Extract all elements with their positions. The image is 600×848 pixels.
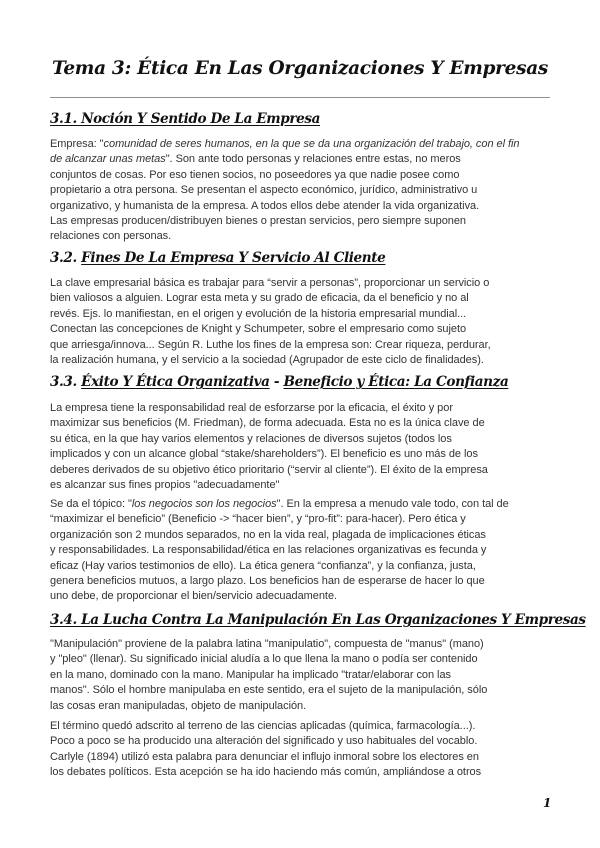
section-3-2-heading <box>50 250 385 266</box>
section-3-2-title: Fines De La Empresa Y Servicio Al Cliente <box>81 250 386 266</box>
text-run: ". Son ante todo personas y relaciones entre estas, no meros <box>165 153 461 166</box>
section-3-2-number: 3.2. <box>50 250 77 266</box>
text-line <box>50 497 560 512</box>
section-3-3-title-a: Éxito Y Ética Organizativa <box>81 374 270 390</box>
section-3-3-separator: - <box>269 374 284 390</box>
text-line: Conectan las concepciones de Knight y Schumpeter, sobre el empresario como sujeto <box>50 323 467 336</box>
document-title: Tema 3: Ética En Las Organizaciones Y Empresas <box>51 58 549 79</box>
text-line: maximizar sus beneficios (M. Friedman), de forma adecuada. Esta no es la única clave de <box>50 417 485 430</box>
text-line: la realización humana, y el servicio a la sociedad (Agrupador de este ciclo de finalidades). <box>50 354 484 367</box>
section-3-4-heading <box>50 612 586 628</box>
section-3-3-paragraph-1 <box>50 401 560 493</box>
text-line: Carlyle (1894) utilizó esta palabra para denunciar el influjo inmoral sobre los electores en <box>50 750 479 763</box>
italic-quote: comunidad de seres humanos, en la que se da una organización del trabajo, con el fin <box>103 138 520 150</box>
text-run: Se da el tópico: " <box>50 498 132 510</box>
text-line: y responsabilidades. La responsabilidad/ética en las relaciones organizativas es fecunda y <box>50 544 487 557</box>
section-3-4-heading-text: 3.4. La Lucha Contra La Manipulación En Las Organizaciones Y Empresas <box>50 612 586 628</box>
text-line: uno debe, de proporcionar el bien/servicio adecuadamente. <box>50 590 338 603</box>
italic-quote: los negocios son los negocios <box>131 498 277 510</box>
text-line: que arriesga/innova... Según R. Luthe los fines de la empresa son: Crear riqueza, perdurar, <box>50 338 491 351</box>
section-3-3-paragraph-2 <box>50 497 560 605</box>
text-line <box>50 137 560 152</box>
text-line: propietario a otra persona. Se presentan el aspecto económico, jurídico, administrativo u <box>50 184 478 197</box>
text-line: El término quedó adscrito al terreno de las ciencias aplicadas (química, farmacología...). <box>50 720 476 732</box>
section-3-3-number: 3.3. <box>50 374 77 390</box>
text-line: su ética, en la que hay varios elementos y relaciones de diversos sujetos (todos los <box>50 432 452 445</box>
text-line: eficaz (Hay varios testimonios de ello). La ética genera “confianza”, y la confianza, justa, <box>50 559 476 572</box>
text-line: organización son 2 mundos separados, no en la vida real, plagada de implicaciones éticas <box>50 528 486 541</box>
text-line: las cosas eran manipuladas, objeto de manipulación. <box>50 699 307 712</box>
text-run: ". En la empresa a menudo vale todo, con tal de <box>276 498 509 510</box>
section-3-2-paragraph <box>50 276 560 368</box>
text-line: bien valiosos a alguien. Lograr esta meta y su grado de eficacia, da el beneficio y no al <box>50 292 469 305</box>
page-number: 1 <box>543 796 552 810</box>
section-3-4-paragraph-1 <box>50 637 560 714</box>
text-line: manos". Sólo el hombre manipulaba en este sentido, era el sujeto de la manipulación, sólo <box>50 684 488 697</box>
text-line: revés. Ejs. lo manifiestan, en el origen y evolución de la historia empresarial mundial... <box>50 307 467 320</box>
text-line: y "pleo" (llenar). Su significado inicial aludía a lo que llena la mano o podía ser contenido <box>50 653 478 666</box>
title-divider <box>50 97 550 98</box>
text-line: los debates políticos. Esta acepción se ha ido haciendo más común, ampliándose a otros <box>50 766 482 779</box>
section-3-3-heading <box>50 374 508 390</box>
text-line <box>50 152 560 167</box>
section-3-4-paragraph-2 <box>50 719 560 781</box>
section-3-1-heading <box>50 111 320 127</box>
text-line: es alcanzar sus fines propios "adecuadamente" <box>50 479 280 492</box>
text-line: relaciones con personas. <box>50 230 172 243</box>
section-3-3-title-b: Beneficio y Ética: La Confianza <box>283 374 509 390</box>
section-3-1-paragraph <box>50 137 560 245</box>
text-line: “maximizar el beneficio” (Beneficio -> “hacer bien”, y “pro-fit”: para-hacer). Pero ética y <box>50 513 466 526</box>
text-line: Poco a poco se ha producido una alteración del significado y uso habituales del vocablo. <box>50 735 478 748</box>
section-3-1-heading-text: 3.1. Noción Y Sentido De La Empresa <box>50 111 321 127</box>
text-line: Las empresas producen/distribuyen bienes o prestan servicios, pero siempre suponen <box>50 215 466 228</box>
text-line: La clave empresarial básica es trabajar para “servir a personas”, proporcionar un servicio o <box>50 277 490 289</box>
text-line: genera beneficios mutuos, a largo plazo. Los beneficios han de esperarse de hacer lo que <box>50 575 485 588</box>
text-run: Empresa: " <box>50 138 104 150</box>
italic-quote: de alcanzar unas metas <box>50 153 166 166</box>
text-line: conjuntos de cosas. Por eso tienen socios, no poseedores ya que nadie posee como <box>50 168 460 181</box>
text-line: "Manipulación" proviene de la palabra latina "manipulatio", compuesta de "manus" (mano) <box>50 638 484 650</box>
text-line: implicados y con un alcance global “stake/shareholders”). El beneficio es uno más de los <box>50 448 478 461</box>
text-line: deberes derivados de su objetivo ético prioritario (“servir al cliente”). El éxito de la empresa <box>50 463 488 476</box>
text-line: La empresa tiene la responsabilidad real de esforzarse por la eficacia, el éxito y por <box>50 402 453 414</box>
text-line: organizativo, y humanista de la empresa. A todos ellos debe atender la vida organizativa. <box>50 199 480 212</box>
text-line: en la mano, dominado con la mano. Manipular ha implicado "tratar/elaborar con las <box>50 668 451 681</box>
